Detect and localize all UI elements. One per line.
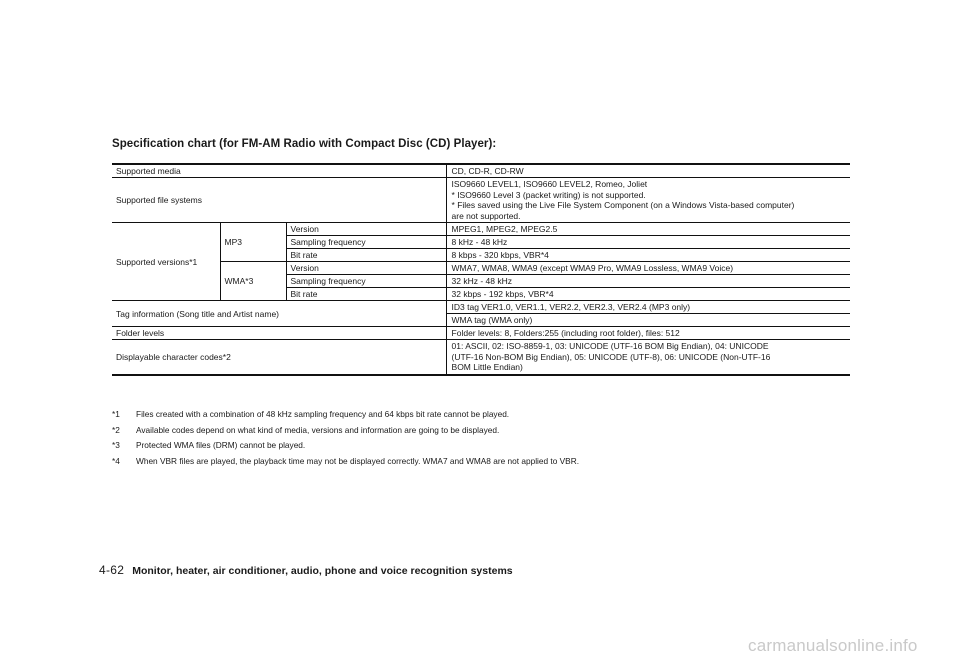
attribute-label: Bit rate xyxy=(286,288,446,301)
attribute-label: Version xyxy=(286,223,446,236)
table-row xyxy=(112,301,850,314)
row-label: Supported versions*1 xyxy=(112,223,220,301)
row-value: WMA tag (WMA only) xyxy=(446,314,850,327)
footnote-text: When VBR files are played, the playback time may not be displayed correctly. WMA7 and WMA8 are not applied to VBR. xyxy=(136,455,580,466)
row-value xyxy=(446,340,850,375)
footnote xyxy=(112,423,852,439)
footnote xyxy=(112,454,852,470)
row-value: 8 kHz - 48 kHz xyxy=(446,236,850,249)
footnote-text: Available codes depend on what kind of media, versions and information are going to be displayed. xyxy=(136,424,500,435)
footnote-text: Protected WMA files (DRM) cannot be played. xyxy=(136,440,306,450)
table-row xyxy=(112,223,850,236)
footnote-mark: *1 xyxy=(112,409,120,419)
page-title: Specification chart (for FM-AM Radio with Compact Disc (CD) Player): xyxy=(112,138,497,150)
row-label: Supported file systems xyxy=(112,178,446,223)
row-value: WMA7, WMA8, WMA9 (except WMA9 Pro, WMA9 Lossless, WMA9 Voice) xyxy=(446,262,850,275)
value-line: 01: ASCII, 02: ISO-8859-1, 03: UNICODE (UTF-16 BOM Big Endian), 04: UNICODE xyxy=(451,341,769,351)
footnote-mark: *2 xyxy=(112,424,120,435)
table-row xyxy=(112,262,850,275)
value-line: are not supported. xyxy=(451,210,521,221)
row-label: Folder levels xyxy=(112,327,446,340)
row-label: Tag information (Song title and Artist name) xyxy=(112,301,446,327)
row-value: 32 kbps - 192 kbps, VBR*4 xyxy=(446,288,850,301)
footnote xyxy=(112,407,852,423)
row-label: Displayable character codes*2 xyxy=(112,340,446,375)
format-label: WMA*3 xyxy=(220,262,286,301)
attribute-label: Version xyxy=(286,262,446,275)
row-value: MPEG1, MPEG2, MPEG2.5 xyxy=(446,223,850,236)
footnote-mark: *4 xyxy=(112,455,120,466)
footnote xyxy=(112,438,852,454)
value-line: * Files saved using the Live File System Component (on a Windows Vista-based computer) xyxy=(451,200,795,210)
value-line: BOM Little Endian) xyxy=(451,362,523,372)
table-row xyxy=(112,340,850,375)
row-value: Folder levels: 8, Folders:255 (including root folder), files: 512 xyxy=(446,327,850,340)
page-number: 4-62 xyxy=(99,563,125,577)
row-value: 32 kHz - 48 kHz xyxy=(446,275,850,288)
attribute-label: Bit rate xyxy=(286,249,446,262)
row-value: 8 kbps - 320 kbps, VBR*4 xyxy=(446,249,850,262)
footnotes xyxy=(112,407,852,469)
watermark: carmanualsonline.info xyxy=(748,636,918,655)
section-name: Monitor, heater, air conditioner, audio, phone and voice recognition systems xyxy=(132,565,513,577)
footnote-mark: *3 xyxy=(112,440,120,450)
footnote-text: Files created with a combination of 48 kHz sampling frequency and 64 kbps bit rate cannot be played. xyxy=(136,409,510,419)
attribute-label: Sampling frequency xyxy=(286,275,446,288)
table-row xyxy=(112,164,850,178)
format-label: MP3 xyxy=(220,223,286,262)
row-value: ID3 tag VER1.0, VER1.1, VER2.2, VER2.3, VER2.4 (MP3 only) xyxy=(446,301,850,314)
value-line: ISO9660 LEVEL1, ISO9660 LEVEL2, Romeo, Joliet xyxy=(451,179,648,189)
value-line: (UTF-16 Non-BOM Big Endian), 05: UNICODE (UTF-8), 06: UNICODE (Non-UTF-16 xyxy=(451,351,771,362)
row-value xyxy=(446,178,850,223)
page-footer xyxy=(99,563,513,577)
spec-table xyxy=(112,163,850,376)
table-row xyxy=(112,327,850,340)
attribute-label: Sampling frequency xyxy=(286,236,446,249)
row-value: CD, CD-R, CD-RW xyxy=(446,164,850,178)
table-row xyxy=(112,178,850,223)
row-label: Supported media xyxy=(116,166,181,176)
value-line: * ISO9660 Level 3 (packet writing) is not supported. xyxy=(451,189,646,200)
